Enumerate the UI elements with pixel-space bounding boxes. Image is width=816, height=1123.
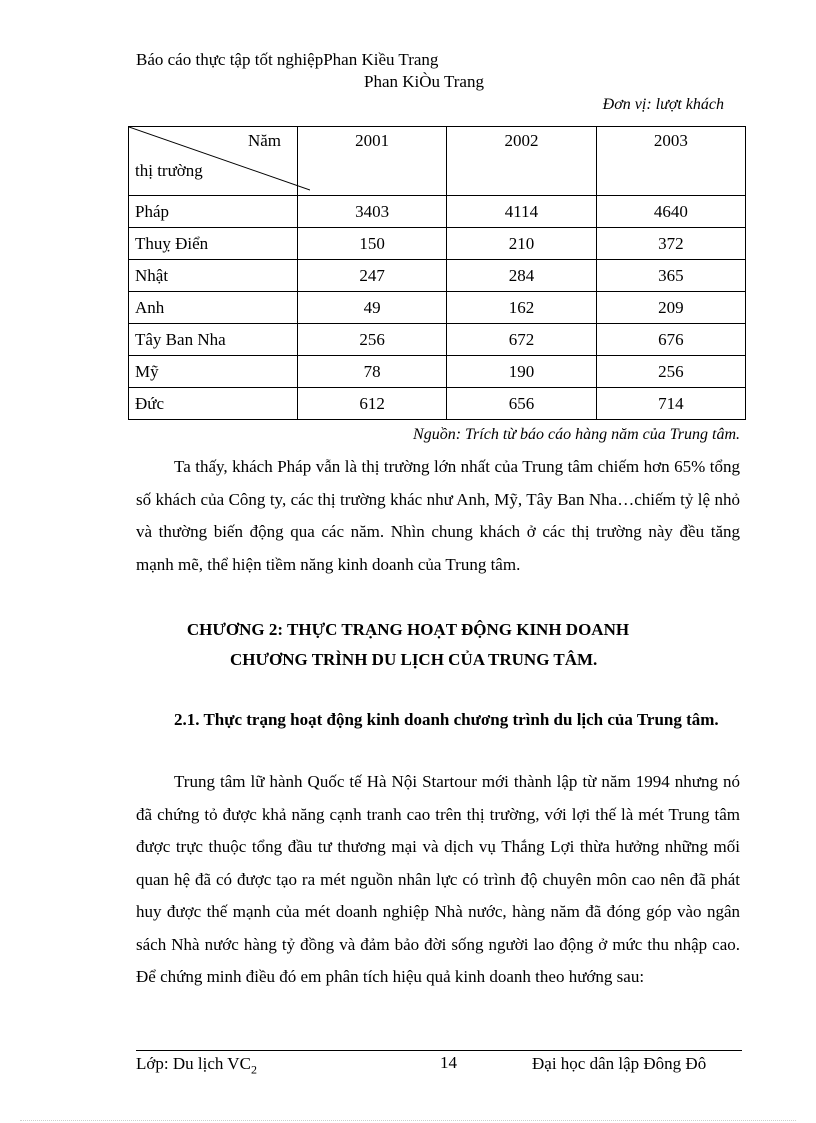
section-heading: 2.1. Thực trạng hoạt động kinh doanh chương trình du lịch của Trung tâm. xyxy=(174,710,719,729)
value-cell: 714 xyxy=(596,388,745,420)
footer-class-label: Lớp: Du lịch VC xyxy=(136,1054,251,1073)
value-cell: 150 xyxy=(298,228,447,260)
corner-market-label: thị trường xyxy=(135,161,203,180)
value-cell: 190 xyxy=(447,356,596,388)
value-cell: 256 xyxy=(298,324,447,356)
market-cell: Tây Ban Nha xyxy=(129,324,298,356)
year-header: 2002 xyxy=(447,127,596,196)
table-row xyxy=(129,356,746,388)
table-row xyxy=(129,228,746,260)
value-cell: 372 xyxy=(596,228,745,260)
value-cell: 612 xyxy=(298,388,447,420)
running-header: Báo cáo thực tập tốt nghiệpPhan Kiều Trang xyxy=(136,50,439,69)
table-header-row xyxy=(129,127,746,196)
value-cell: 4114 xyxy=(447,196,596,228)
paragraph-analysis: Ta thấy, khách Pháp vẫn là thị trường lớn nhất của Trung tâm chiếm hơn 65% tổng số khách của Công ty, các thị trường khác như Anh, Mỹ, Tây Ban Nha…chiếm tỷ lệ nhỏ và thường biến động qua các năm. Nhìn chung khách ở các thị trường này đều tăng mạnh mẽ, thể hiện tiềm năng kinh doanh của Trung tâm. xyxy=(136,457,740,574)
table-row xyxy=(129,292,746,324)
table-row xyxy=(129,196,746,228)
value-cell: 209 xyxy=(596,292,745,324)
value-cell: 676 xyxy=(596,324,745,356)
value-cell: 672 xyxy=(447,324,596,356)
page-edge-divider xyxy=(20,1120,796,1121)
chapter-title-line2: CHƯƠNG TRÌNH DU LỊCH CỦA TRUNG TÂM. xyxy=(230,650,598,669)
paragraph-startour: Trung tâm lữ hành Quốc tế Hà Nội Startour mới thành lập từ năm 1994 nhưng nó đã chứng tỏ được khả năng cạnh tranh cao trên thị trường, với lợi thế là mét Trung tâm được trực thuộc tổng đầu tư thương mại và dịch vụ Thắng Lợi thừa hưởng những mối quan hệ đã có được tạo ra mét nguồn nhân lực có trình độ chuyên môn cao nên đã phát huy được thế mạnh của mét doanh nghiệp Nhà nước, hàng năm đã đóng góp vào ngân sách Nhà nước hàng tỷ đồng và đảm bảo đời sống người lao động ở mức thu nhập cao. Để chứng minh điều đó em phân tích hiệu quả kinh doanh theo hướng sau: xyxy=(136,772,740,986)
table-row xyxy=(129,388,746,420)
table-row xyxy=(129,260,746,292)
running-header-duplicate: Phan KiÒu Trang xyxy=(364,72,484,91)
table-corner-cell xyxy=(129,127,298,196)
footer-class-subscript: 2 xyxy=(250,1062,257,1077)
value-cell: 162 xyxy=(447,292,596,324)
footer-divider xyxy=(136,1050,742,1051)
table-source: Nguồn: Trích từ báo cáo hàng năm của Trung tâm. xyxy=(413,426,740,443)
value-cell: 78 xyxy=(298,356,447,388)
market-cell: Pháp xyxy=(129,196,298,228)
footer-university: Đại học dân lập Đông Đô xyxy=(532,1054,707,1073)
value-cell: 284 xyxy=(447,260,596,292)
corner-year-label: Năm xyxy=(247,131,281,150)
value-cell: 210 xyxy=(447,228,596,260)
market-cell: Đức xyxy=(129,388,298,420)
market-cell: Anh xyxy=(129,292,298,324)
market-cell: Thuỵ Điển xyxy=(129,228,298,260)
table-row xyxy=(129,324,746,356)
year-header: 2001 xyxy=(298,127,447,196)
page-number: 14 xyxy=(440,1053,457,1072)
value-cell: 256 xyxy=(596,356,745,388)
value-cell: 656 xyxy=(447,388,596,420)
value-cell: 365 xyxy=(596,260,745,292)
value-cell: 49 xyxy=(298,292,447,324)
footer-class xyxy=(136,1054,257,1077)
visitor-table xyxy=(128,126,746,420)
chapter-title-line1: CHƯƠNG 2: THỰC TRẠNG HOẠT ĐỘNG KINH DOANH xyxy=(186,620,630,639)
year-header: 2003 xyxy=(596,127,745,196)
market-cell: Nhật xyxy=(129,260,298,292)
diagonal-line xyxy=(129,127,310,192)
value-cell: 247 xyxy=(298,260,447,292)
value-cell: 4640 xyxy=(596,196,745,228)
value-cell: 3403 xyxy=(298,196,447,228)
market-cell: Mỹ xyxy=(129,356,298,388)
table-unit: Đơn vị: lượt khách xyxy=(602,96,724,113)
